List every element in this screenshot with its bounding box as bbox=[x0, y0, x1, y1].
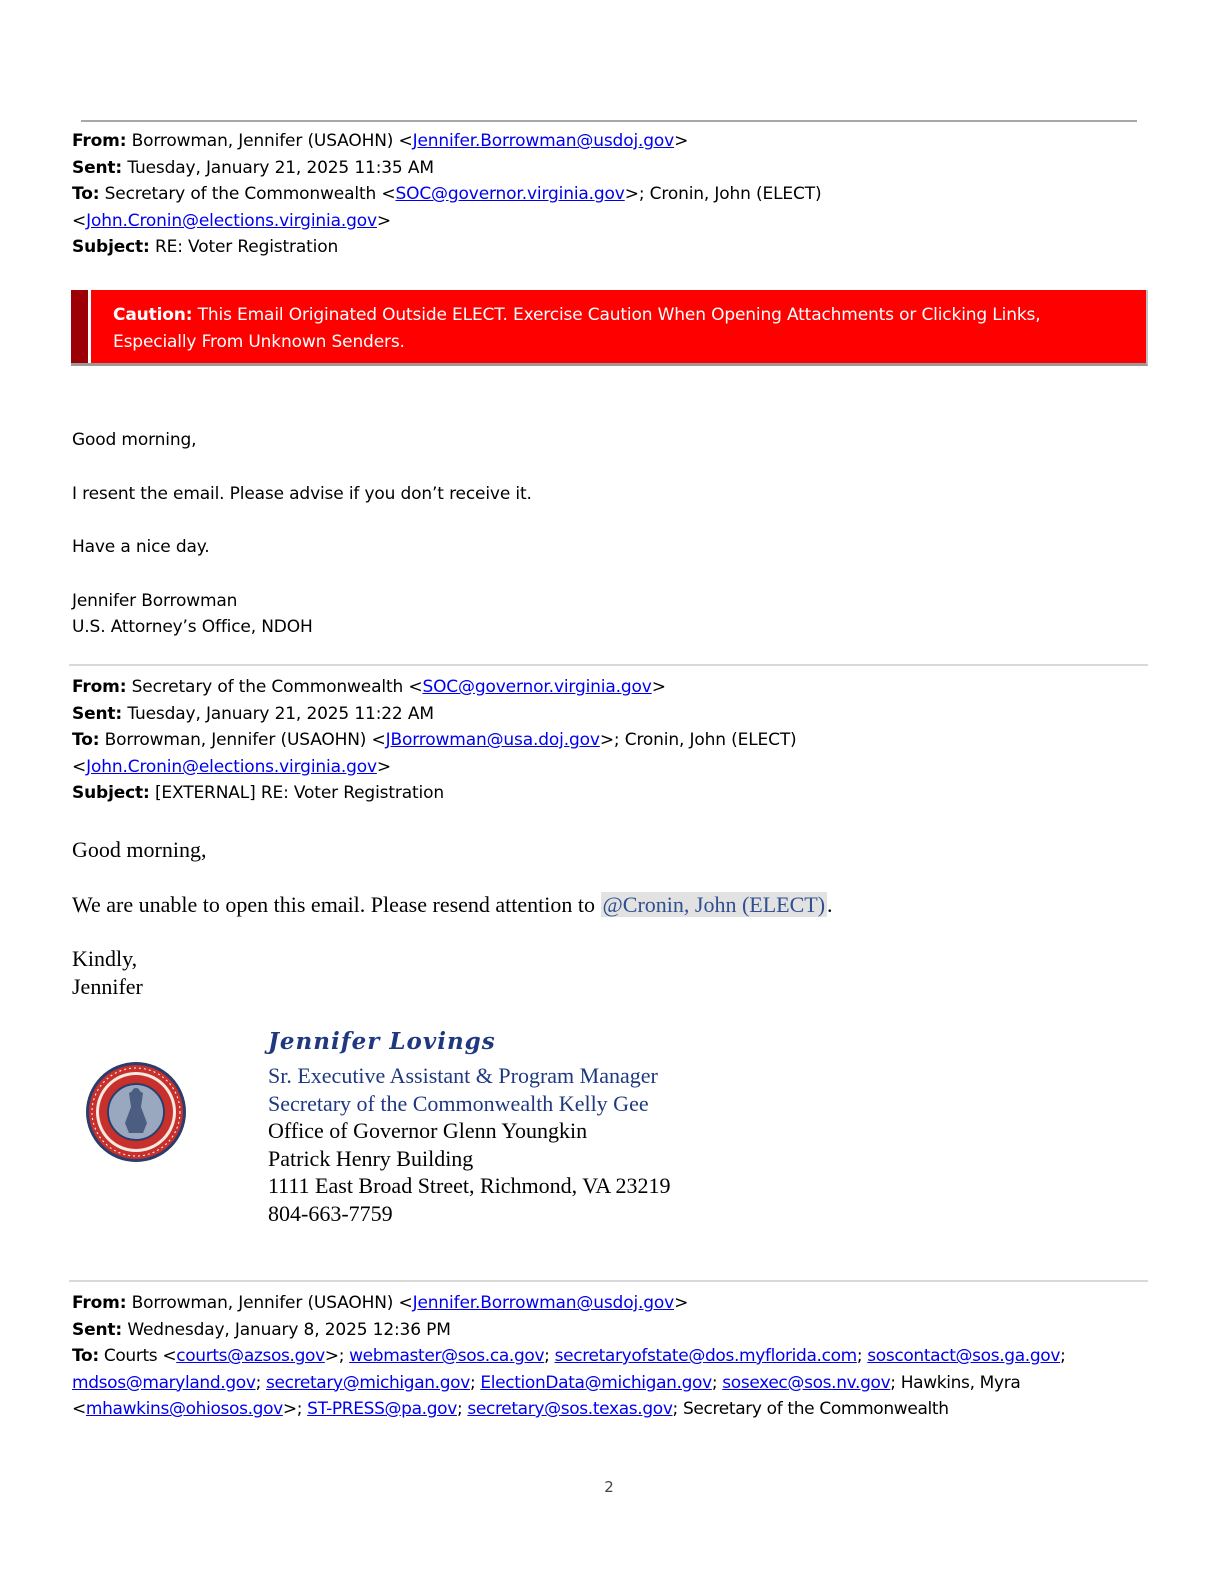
caution-bar bbox=[71, 290, 88, 363]
to-line-cont: <mhawkins@ohiosos.gov>; ST-PRESS@pa.gov; secretary@sos.texas.gov; Secretary of the Commonwealth bbox=[72, 1399, 949, 1419]
body-line: Have a nice day. bbox=[72, 537, 210, 557]
recipient-link[interactable]: mdsos@maryland.gov bbox=[72, 1372, 256, 1393]
signature-title: Sr. Executive Assistant & Program Manager bbox=[268, 1063, 658, 1088]
recipient-link[interactable]: secretary@sos.texas.gov bbox=[467, 1399, 673, 1419]
recipient-link[interactable]: secretary@michigan.gov bbox=[266, 1372, 470, 1393]
signature-phone: 804-663-7759 bbox=[268, 1200, 393, 1226]
recipient-link[interactable]: ElectionData@michigan.gov bbox=[480, 1372, 712, 1393]
to-email-link[interactable]: SOC@governor.virginia.gov bbox=[395, 184, 625, 204]
email-header-3 bbox=[72, 1290, 1152, 1423]
subject-line: Subject: [EXTERNAL] RE: Voter Registration bbox=[72, 783, 444, 803]
to-line: To: Secretary of the Commonwealth <SOC@governor.virginia.gov>; Cronin, John (ELECT) bbox=[72, 184, 822, 204]
signature-name: Jennifer Lovings bbox=[268, 1028, 496, 1055]
from-label: From: bbox=[72, 131, 127, 151]
from-line: From: Secretary of the Commonwealth <SOC@governor.virginia.gov> bbox=[72, 677, 666, 697]
body-line: We are unable to open this email. Please resend attention to @Cronin, John (ELECT). bbox=[72, 891, 833, 917]
subject-value: RE: Voter Registration bbox=[154, 237, 339, 257]
greeting: Good morning, bbox=[72, 837, 207, 862]
email-body-2 bbox=[72, 836, 1152, 1000]
subject-line: Subject: RE: Voter Registration bbox=[72, 237, 339, 257]
cc-email-link[interactable]: John.Cronin@elections.virginia.gov bbox=[86, 210, 377, 231]
to-line-cont: mdsos@maryland.gov; secretary@michigan.gov; ElectionData@michigan.gov; sosexec@sos.nv.gov; Hawkins, Myra bbox=[72, 1372, 1021, 1393]
to-email-link[interactable]: JBorrowman@usa.doj.gov bbox=[385, 730, 600, 750]
from-email-link[interactable]: SOC@governor.virginia.gov bbox=[422, 677, 652, 697]
virginia-seal-icon bbox=[85, 1061, 187, 1163]
body-line: I resent the email. Please advise if you don’t receive it. bbox=[72, 483, 532, 504]
sent-line: Sent: Wednesday, January 8, 2025 12:36 PM bbox=[72, 1319, 451, 1340]
message-divider bbox=[69, 664, 1148, 666]
recipient-link[interactable]: courts@azsos.gov bbox=[176, 1346, 325, 1366]
recipient-link[interactable]: secretaryofstate@dos.myflorida.com bbox=[554, 1346, 857, 1366]
email-body-1 bbox=[72, 427, 1152, 641]
email-header-2 bbox=[72, 674, 1152, 807]
to-line: To: Courts <courts@azsos.gov>; webmaster@sos.ca.gov; secretaryofstate@dos.myflorida.com; soscontact@sos.ga.gov; bbox=[72, 1346, 1066, 1366]
greeting: Good morning, bbox=[72, 430, 197, 450]
from-email-link[interactable]: Jennifer.Borrowman@usdoj.gov bbox=[412, 1293, 675, 1313]
signature-block bbox=[268, 1024, 968, 1227]
page-number: 2 bbox=[604, 1478, 614, 1496]
to-line-cont: <John.Cronin@elections.virginia.gov> bbox=[72, 756, 392, 777]
header-divider bbox=[81, 120, 1137, 122]
from-email-link[interactable]: Jennifer.Borrowman@usdoj.gov bbox=[412, 131, 675, 151]
recipient-link[interactable]: soscontact@sos.ga.gov bbox=[867, 1346, 1061, 1366]
sender-name: Jennifer Borrowman bbox=[72, 590, 238, 611]
from-line: From: Borrowman, Jennifer (USAOHN) <Jennifer.Borrowman@usdoj.gov> bbox=[72, 131, 689, 151]
sent-line: Sent: Tuesday, January 21, 2025 11:22 AM bbox=[72, 703, 434, 724]
recipient-link[interactable]: mhawkins@ohiosos.gov bbox=[85, 1399, 283, 1419]
closing: Kindly, bbox=[72, 946, 138, 971]
recipient-link[interactable]: sosexec@sos.nv.gov bbox=[722, 1372, 891, 1393]
signature-dept: Secretary of the Commonwealth Kelly Gee bbox=[268, 1090, 649, 1116]
mention-chip[interactable]: @Cronin, John (ELECT) bbox=[602, 891, 826, 917]
cc-email-link[interactable]: John.Cronin@elections.virginia.gov bbox=[86, 756, 377, 777]
message-divider bbox=[69, 1280, 1148, 1282]
from-line: From: Borrowman, Jennifer (USAOHN) <Jennifer.Borrowman@usdoj.gov> bbox=[72, 1293, 689, 1313]
signature-building: Patrick Henry Building bbox=[268, 1145, 474, 1171]
recipient-link[interactable]: ST-PRESS@pa.gov bbox=[307, 1399, 457, 1419]
signature-office: Office of Governor Glenn Youngkin bbox=[268, 1118, 588, 1143]
to-line: To: Borrowman, Jennifer (USAOHN) <JBorrowman@usa.doj.gov>; Cronin, John (ELECT) bbox=[72, 730, 797, 750]
email-header-1 bbox=[72, 128, 1152, 261]
sender-office: U.S. Attorney’s Office, NDOH bbox=[72, 617, 313, 637]
sent-value: Tuesday, January 21, 2025 11:35 AM bbox=[127, 157, 434, 178]
caution-text: Caution: This Email Originated Outside ELECT. Exercise Caution When Opening Attachments or Clicking Links, Especially From Unknown Senders. bbox=[113, 305, 1041, 352]
signature-address: 1111 East Broad Street, Richmond, VA 23219 bbox=[268, 1173, 671, 1198]
sent-line: Sent: Tuesday, January 21, 2025 11:35 AM bbox=[72, 157, 434, 178]
recipient-link[interactable]: webmaster@sos.ca.gov bbox=[349, 1346, 545, 1366]
to-line-cont: <John.Cronin@elections.virginia.gov> bbox=[72, 210, 392, 231]
closing-name: Jennifer bbox=[72, 973, 143, 999]
caution-banner bbox=[71, 290, 1148, 366]
from-name: Borrowman, Jennifer (USAOHN) < bbox=[131, 131, 413, 151]
